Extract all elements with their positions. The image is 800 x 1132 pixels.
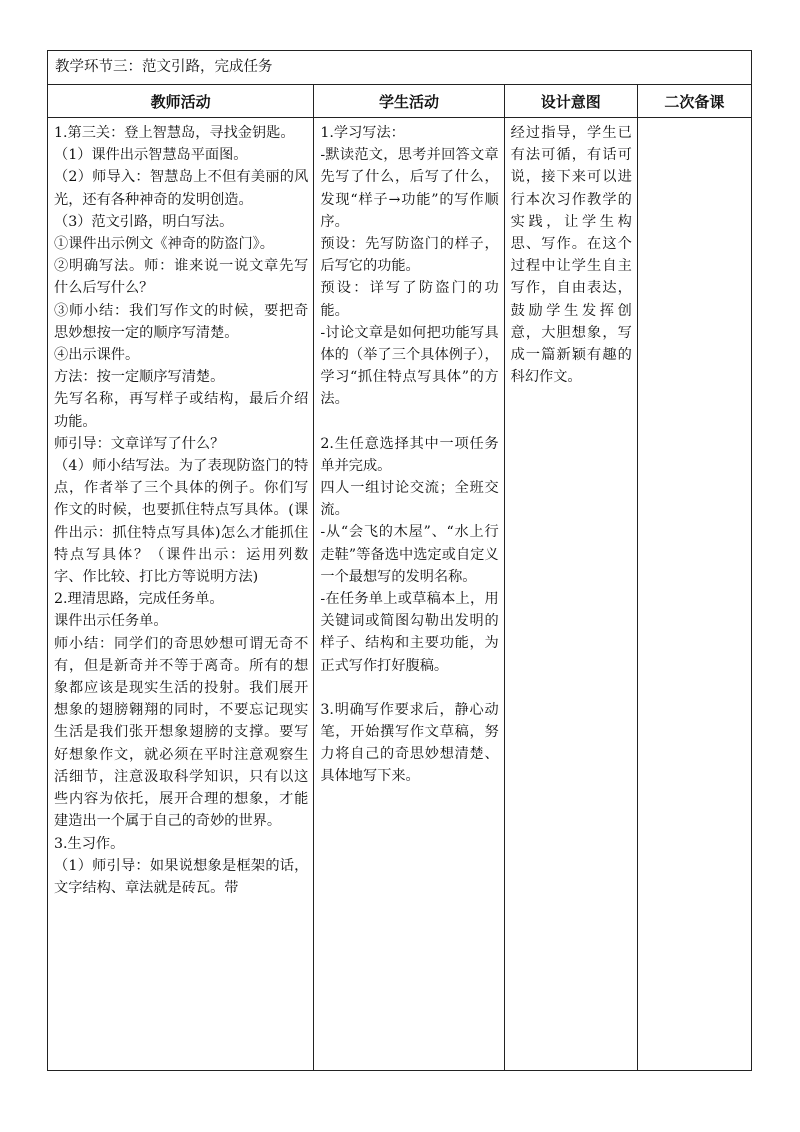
- teacher-paragraph: ①课件出示例文《神奇的防盗门》。: [54, 236, 274, 253]
- teacher-paragraph: 先写名称，再写样子或结构，最后介绍功能。: [54, 391, 309, 430]
- teacher-paragraph: 2.理清思路，完成任务单。: [54, 591, 224, 608]
- design-intent-text: 经过指导，学生已有法可循，有话可说，接下来可以进行本次习作教学的实践，让学生构思、写作。在这个过程中让学生自主写作，自由表达，鼓励学生发挥创意，大胆想象，写成一篇新颖有趣的科幻作文。: [510, 125, 632, 386]
- student-paragraph: 2.生任意选择其中一项任务单并完成。: [320, 435, 499, 474]
- teacher-paragraph: 课件出示任务单。: [54, 613, 168, 630]
- student-paragraph: 预设：详写了防盗门的功能。: [320, 280, 499, 319]
- student-paragraph: 1.学习写法：: [320, 125, 405, 141]
- teacher-paragraph: ②明确写法。师：谁来说一说文章先写什么后写什么？: [54, 258, 309, 297]
- student-paragraph: 3.明确写作要求后，静心动笔，开始撰写作文草稿，努力将自己的奇思妙想清楚、具体地写下来。: [320, 701, 499, 785]
- second-preparation-cell[interactable]: [637, 118, 751, 1071]
- content-row: [48, 118, 752, 1071]
- student-paragraph: 四人一组讨论交流；全班交流。: [320, 480, 499, 519]
- paragraph-gap: [320, 677, 498, 699]
- student-activity-cell: [314, 118, 504, 1071]
- header-teacher-activity: 教师活动: [48, 85, 314, 118]
- student-paragraph: -讨论文章是如何把功能写具体的（举了三个具体例子），学习“抓住特点写具体”的方法。: [320, 324, 499, 408]
- teacher-activity-cell: [48, 118, 314, 1071]
- section-title: 教学环节三：范文引路，完成任务: [48, 51, 752, 85]
- teacher-paragraph: （1）课件出示智慧岛平面图。: [54, 147, 248, 164]
- teacher-paragraph: 师小结：同学们的奇思妙想可谓无奇不有，但是新奇并不等于离奇。所有的想象都应该是现实生活的投射。我们展开想象的翅膀翱翔的同时，不要忘记现实生活是我们张开想象翅膀的支撑。要写好想象作文，就必须在平时注意观察生活细节，注意汲取科学知识，只有以这些内容为依托，展开合理的想象，才能建造出一个属于自己的奇妙的世界。: [54, 635, 309, 830]
- teacher-paragraph: （4）师小结写法。为了表现防盗门的特点，作者举了三个具体的例子。你们写作文的时候，也要抓住特点写具体。(课件出示：抓住特点写具体)怎么才能抓住特点写具体？（课件出示：运用列数字、作比较、打比方等说明方法): [54, 458, 309, 586]
- teacher-paragraph: 3.生习作。: [54, 835, 125, 852]
- header-student-activity: 学生活动: [314, 85, 504, 118]
- design-intent-cell: [504, 118, 637, 1071]
- lesson-plan-table: [47, 50, 752, 1071]
- teacher-paragraph: 方法：按一定顺序写清楚。: [54, 369, 225, 386]
- teacher-paragraph: 1.第三关：登上智慧岛，寻找金钥匙。: [54, 125, 295, 141]
- teacher-paragraph: （3）范文引路，明白写法。: [54, 213, 234, 230]
- teacher-paragraph: ③师小结：我们写作文的时候，要把奇思妙想按一定的顺序写清楚。: [54, 302, 309, 341]
- student-paragraph: -默读范文，思考并回答文章先写了什么，后写了什么，发现“样子→功能”的写作顺序。: [320, 147, 499, 230]
- teacher-paragraph: （2）师导入：智慧岛上不但有美丽的风光，还有各种神奇的发明创造。: [54, 169, 309, 208]
- section-title-row: [48, 51, 752, 85]
- student-paragraph: -从“会飞的木屋”、“水上行走鞋”等备选中选定或自定义一个最想写的发明名称。: [320, 524, 499, 585]
- teacher-paragraph: 师引导：文章详写了什么？: [54, 435, 225, 452]
- teacher-paragraph: ④出示课件。: [54, 347, 140, 364]
- teacher-paragraph: （1）师引导：如果说想象是框架的话，文字结构、章法就是砖瓦。带: [54, 857, 309, 896]
- paragraph-gap: [320, 411, 498, 433]
- student-paragraph: -在任务单上或草稿本上，用关键词或简图勾勒出发明的样子、结构和主要功能，为正式写作打好腹稿。: [320, 591, 499, 674]
- header-second-preparation: 二次备课: [637, 85, 751, 118]
- header-design-intent: 设计意图: [504, 85, 637, 118]
- header-row: [48, 85, 752, 118]
- student-paragraph: 预设：先写防盗门的样子，后写它的功能。: [320, 236, 499, 275]
